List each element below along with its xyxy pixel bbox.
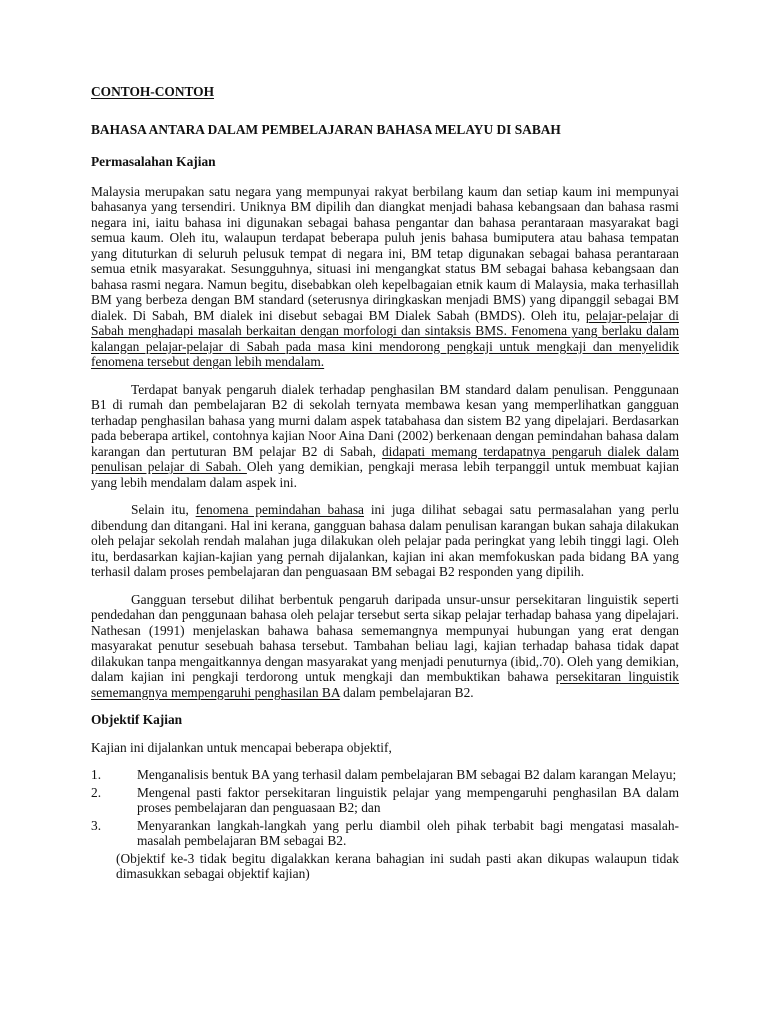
paragraph-3-underlined: fenomena pemindahan bahasa [195,502,364,517]
paragraph-4 [91,592,679,701]
heading-contoh: CONTOH-CONTOH [91,84,215,99]
objective-text: Menyarankan langkah-langkah yang perlu diambil oleh pihak terbabit bagi mengatasi masalah-masalah pembelajaran BM sebagai B2. [137,817,679,848]
paragraph-4-underlined: persekitaran linguistik sememangnya mempengaruhi penghasilan BA [91,669,679,700]
paragraph-3 [91,502,679,580]
paragraph-2-tail: Oleh yang demikian, pengkaji merasa lebih terpanggil untuk membuat kajian yang lebih mendalam dalam aspek ini. [91,459,679,490]
paragraph-1-text: Malaysia merupakan satu negara yang mempunyai rakyat berbilang kaum dan setiap kaum ini mempunyai bahasanya yang tersendiri. Uniknya BM dipilih dan diangkat menjadi bahasa kebangsaan dan bahasa rasmi negara ini, iaitu bahasa ini digunakan sebagai bahasa pengantar dan bahasa perantaraan masyarakat bagi semua kaum. Oleh itu, walaupun terdapat beberapa puluh jenis bahasa bumiputera atau bahasa tempatan yang dituturkan di seluruh pelusuk tempat di negara ini, BM tetap digunakan sebagai bahasa perantaraan semua etnik masyarakat. Sesungguhnya, situasi ini mengangkat status BM sebagai bahasa kebangsaan dan bahasa rasmi negara. Namun begitu, disebabkan oleh kepelbagaian etnik kaum di Malaysia, maka terhasillah BM yang berbeza dengan BM standard (seterusnya diringkaskan menjadi BMS) yang dipanggil sebagai BM dialek. Di Sabah, BM dialek ini disebut sebagai BM Dialek Sabah (BMDS). Oleh itu, [91,183,679,323]
objective-number: 2. [91,784,102,800]
objective-item [91,818,679,849]
section-heading-objektif: Objektif Kajian [91,712,183,727]
objectives-intro: Kajian ini dijalankan untuk mencapai beberapa objektif, [91,739,392,755]
objective-number: 1. [91,767,102,782]
paragraph-4-text: Gangguan tersebut dilihat berbentuk pengaruh daripada unsur-unsur persekitaran linguistik seperti pendedahan dan penggunaan bahasa oleh pelajar tersebut serta sikap pelajar terhadap bahasa yang dipelajari. Nathesan (1991) menjelaskan bahawa bahasa sememangnya mempunyai hubungan yang erat dengan masyarakat penutur sesebuah bahasa tersebut. Tambahan beliau lagi, kajian terhadap bahasa tidak dapat dilakukan tanpa mengaitkannya dengan masyarakat yang menjadi penuturnya (ibid,.70). Oleh yang demikian, dalam kajian ini pengkaji terdorong untuk mengkaji dan membuktikan bahawa [91,591,679,684]
objective-text: Mengenal pasti faktor persekitaran linguistik pelajar yang mempengaruhi penghasilan BA dalam proses pembelajaran dan penguasaan B2; dan [137,784,679,815]
section-heading-permasalahan: Permasalahan Kajian [91,154,216,169]
paragraph-3-text: Selain itu, [131,502,196,517]
objective-text: Menganalisis bentuk BA yang terhasil dalam pembelajaran BM sebagai B2 dalam karangan Melayu; [137,767,677,782]
paragraph-2-text: Terdapat banyak pengaruh dialek terhadap penghasilan BM standard dalam penulisan. Penggunaan B1 di rumah dan pembelajaran B2 di sekolah ternyata membawa kesan yang memperlihatkan gangguan terhadap penghasilan bahasa yang murni dalam aspek tatabahasa dan sistem B2 yang dipelajari. Berdasarkan pada beberapa artikel, contohnya kajian Noor Aina Dani (2002) berkenaan dengan pemindahan bahasa dalam karangan dan pertuturan BM pelajar B2 di Sabah, [91,381,679,459]
paragraph-3-tail: ini juga dilihat sebagai satu permasalahan yang perlu dibendung dan ditangani. Hal ini kerana, gangguan bahasa dalam penulisan karangan bukan sahaja dilakukan oleh pelajar sekolah rendah malahan juga dilakukan oleh pelajar pada peringkat yang lebih tinggi lagi. Oleh itu, berdasarkan kajian-kajian yang pernah dijalankan, kajian ini akan memfokuskan pada bidang BA yang terhasil dalam proses pembelajaran dan penguasaan BM sebagai B2 responden yang dipilih. [91,502,679,579]
objective-item [91,785,679,816]
objectives-note: (Objektif ke-3 tidak begitu digalakkan kerana bahagian ini sudah pasti akan dikupas walaupun tidak dimasukkan sebagai objektif kajian) [116,850,679,881]
paragraph-1-underlined: pelajar-pelajar di Sabah menghadapi masalah berkaitan dengan morfologi dan sintaksis BMS. Fenomena yang berlaku dalam kalangan pelajar-pelajar di Sabah pada masa kini mendorong pengkaji untuk mengkaji dan menyelidik fenomena tersebut dengan lebih mendalam. [91,307,679,369]
paragraph-4-tail: dalam pembelajaran B2. [339,684,474,700]
document-body [91,84,679,882]
paragraph-2-underlined: didapati memang terdapatnya pengaruh dialek dalam penulisan pelajar di Sabah. [91,443,679,474]
paragraph-2 [91,382,679,491]
objectives-list [91,767,679,882]
document-title: BAHASA ANTARA DALAM PEMBELAJARAN BAHASA MELAYU DI SABAH [91,121,561,137]
objective-number: 3. [91,817,102,833]
paragraph-1 [91,184,679,370]
objective-item [91,767,679,783]
